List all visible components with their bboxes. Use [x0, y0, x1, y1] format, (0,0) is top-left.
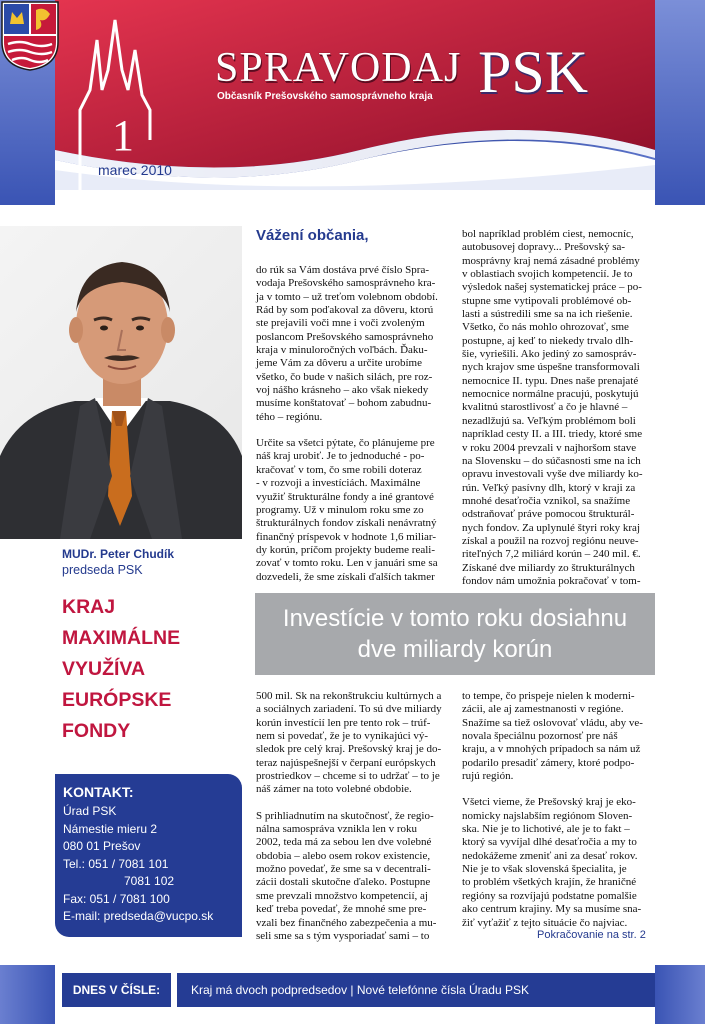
- text-line: obdobia – alebo osem rokov existencie,: [256, 849, 431, 862]
- text-line: v oblastiach svojich kompetencií. Je to: [462, 268, 633, 281]
- headline-line: EURÓPSKE: [62, 689, 172, 711]
- text-line: ja v tomto – už treťom volebnom období.: [256, 290, 438, 303]
- contact-line: Úrad PSK: [63, 804, 117, 818]
- text-line: tého – regiónu.: [256, 410, 323, 423]
- headline: [62, 592, 242, 747]
- portrait-role: predseda PSK: [62, 563, 143, 577]
- text-line: postupne, aj keď to niekedy trvalo dlh-: [462, 334, 634, 347]
- text-line: fondov nám umožnia pokračovať v tom-: [462, 574, 641, 587]
- text-line: autobusovej dopravy... Prešovský sa-: [462, 241, 626, 254]
- text-line: napríklad cesty II. a III. triedy, ktoré sme: [462, 428, 643, 441]
- text-line: zácii dostali skutočne ďaleko. Postupne: [256, 876, 431, 889]
- text-line: korún investícií len pre tento rok – trúf-: [256, 716, 431, 729]
- text-line: jeme Vám za dôveru a určite urobíme: [256, 357, 422, 370]
- text-line: 500 mil. Sk na rekonštrukciu kultúrnych a: [256, 690, 442, 702]
- text-line: dy korún, príčom projekty budeme reali-: [256, 543, 436, 556]
- text-line: nych fondov. Za uplynulé štyri roky kraj: [462, 521, 640, 534]
- text-line: lasti a sústredili sme sa na ich riešenie.: [462, 308, 633, 321]
- footer-contents: Kraj má dvoch podpredsedov | Nové telefónne čísla Úradu PSK: [177, 973, 655, 1007]
- text-line: Snažíme sa tiež oslovovať vládu, aby ve-: [462, 716, 643, 729]
- contact-line: Námestie mieru 2: [63, 821, 158, 836]
- text-line: rún. Veľký pasívny dlh, ktorý v kraji za: [462, 481, 636, 494]
- paragraph: [256, 690, 448, 797]
- article-column-1: [256, 690, 448, 943]
- text-line: - v rozvoji a investíciách. Maximálne: [256, 477, 421, 490]
- portrait-illustration: [0, 226, 242, 539]
- text-line: sme prevzali množstvo kompetencií, aj: [256, 889, 428, 902]
- text-line: podarilo presadiť zámery, ktoré podpo-: [462, 756, 635, 769]
- paragraph: [462, 796, 657, 929]
- contact-line: Fax: 051 / 7081 100: [63, 891, 170, 906]
- text-line: ktorý sa vyvíjal dlhé desaťročia a my to: [462, 836, 637, 849]
- text-line: získal a použil na rozvoj regiónu neuve-: [462, 534, 639, 547]
- text-line: a sociálnych zariadení. To sú dve miliardy: [256, 703, 442, 716]
- text-line: nomicky najslabším regiónom Sloven-: [462, 809, 633, 822]
- text-line: regióny sa rozvíjajú podstatne pomalšie: [462, 889, 637, 902]
- text-line: dozvedeli, že sme získali ďalších takmer: [256, 570, 435, 583]
- issue-number: 1: [112, 111, 134, 160]
- text-line: S prihliadnutím na skutočnosť, že regio-: [256, 809, 434, 822]
- text-line: ako centrum krajiny. My sa musíme sna-: [462, 903, 642, 916]
- contact-box: [55, 774, 242, 937]
- masthead: [0, 0, 705, 205]
- portrait-photo: [0, 226, 242, 539]
- text-line: mnohé desaťročia vznikol, sa snažíme: [462, 494, 631, 507]
- text-line: to problém všetkých krajín, že hraničné: [462, 876, 637, 889]
- headline-line: MAXIMÁLNE: [62, 627, 181, 649]
- text-line: nálna samospráva vznikla len v roku: [256, 823, 417, 836]
- masthead-subtitle: Občasník Prešovského samosprávneho kraja: [217, 91, 433, 102]
- paragraph: [256, 264, 448, 424]
- footer-label: DNES V ČÍSLE:: [62, 973, 174, 1007]
- text-line: musíme konštatovať – bohom zabudnu-: [256, 397, 432, 410]
- text-line: na Slovensku – do súčasnosti sme na ich: [462, 454, 641, 467]
- banner-line: Investície v tomto roku dosiahnu: [282, 605, 628, 632]
- text-line: prostriedkov – chceme si to udržať – to je: [256, 770, 440, 783]
- contact-email[interactable]: E-mail: predseda@vucpo.sk: [63, 909, 214, 923]
- headline-line: VYUŽÍVA: [62, 658, 146, 680]
- text-line: do rúk sa Vám dostáva prvé číslo Spra-: [256, 264, 430, 276]
- text-line: kračovať v tom, čo sme robili doteraz: [256, 463, 422, 476]
- text-line: nedokážeme zmeniť ani za desať rokov.: [462, 849, 638, 862]
- text-line: kvalitnú starostlivosť a čo je hlavné –: [462, 401, 628, 414]
- headline-line: FONDY: [62, 720, 131, 742]
- text-line: zovať v tomto roku. Len v januári sme sa: [256, 557, 438, 570]
- continued-link[interactable]: Pokračovanie na str. 2: [537, 929, 646, 941]
- text-line: šie, vyriešili. Ako jediný zo samospráv-: [462, 348, 637, 361]
- letter-column-1: [256, 264, 448, 584]
- footer-stripe-left: [0, 965, 55, 1024]
- text-line: využiť štrukturálne fondy a iné grantové: [256, 490, 434, 503]
- text-line: náš zámer na toto volebné obdobie.: [256, 783, 412, 796]
- text-line: finančný príspevok v hodnote 1,6 miliar-: [256, 530, 437, 543]
- banner-line: dve miliardy korún: [357, 636, 553, 663]
- text-line: Určite sa všetci pýtate, čo plánujeme pre: [256, 437, 435, 450]
- text-line: kraja v minuloročných voľbách. Ďaku-: [256, 344, 428, 357]
- text-line: 2002, teda má za sebou len dve volebné: [256, 836, 432, 849]
- section-banner: [255, 593, 655, 675]
- text-line: zácii, ale aj zamestnanosti v regióne.: [462, 703, 624, 716]
- text-line: náš kraj urobiť. Je to jednoduché - po-: [256, 450, 425, 463]
- text-line: kraju, a v mnohých prípadoch sa nám už: [462, 743, 641, 756]
- footer-stripe-right: [655, 965, 705, 1024]
- text-line: vodaja Prešovského samosprávneho kra-: [256, 277, 436, 290]
- text-line: odstraňovať práve pomocou štrukturál-: [462, 508, 635, 521]
- text-line: ste prejavili voči mne i voči zvoleným: [256, 317, 425, 330]
- text-line: keď treba povedať, že mnohé sme pre-: [256, 903, 427, 916]
- text-line: mosprávny kraj nemá zásadné problémy: [462, 254, 640, 267]
- text-line: všetko, čo bude v našich silách, pre roz-: [256, 370, 433, 383]
- text-line: nezadlžujú sa. Veľkým problémom boli: [462, 414, 636, 427]
- text-line: Všetci vieme, že Prešovský kraj je eko-: [462, 796, 636, 809]
- text-line: žiť vyťažiť z tejto situácie čo najviac.: [462, 916, 628, 929]
- text-line: programy. Už v minulom roku sme zo: [256, 503, 424, 516]
- paragraph: [462, 228, 657, 588]
- text-line: to tempe, čo prispeje nielen k moderni-: [462, 690, 635, 702]
- text-line: teraz najúspešnejší v čerpaní európskych: [256, 756, 436, 769]
- text-line: možno povedať, že sme sa v decentrali-: [256, 863, 431, 876]
- text-line: vzali bez finančného zabezpečenia a mu-: [256, 916, 437, 929]
- text-line: voj nášho krásneho – ako však niekedy: [256, 384, 429, 397]
- contact-line: Tel.: 051 / 7081 101: [63, 856, 169, 871]
- letter-greeting: Vážení občania,: [256, 227, 369, 244]
- text-line: seli sme sa s tým vysporiadať sami – to: [256, 929, 430, 942]
- paragraph: [462, 690, 657, 783]
- paragraph: [256, 437, 448, 584]
- text-line: Všetko, čo nás mohlo ohrozovať, sme: [462, 321, 629, 334]
- text-line: bol napríklad problém ciest, nemocníc,: [462, 228, 634, 240]
- text-line: rujú región.: [462, 770, 514, 783]
- text-line: Rád by som poďakoval za dôveru, ktorú: [256, 304, 434, 317]
- text-line: novala špeciálnu pozornosť pre náš: [462, 730, 618, 743]
- masthead-title: SPRAVODAJ: [215, 45, 462, 91]
- text-line: výsledok našej systematickej práce – po-: [462, 281, 642, 294]
- text-line: Získané dve miliardy zo štrukturálnych: [462, 561, 635, 574]
- text-line: sledok pre celý kraj. Prešovský kraj je do-: [256, 743, 442, 756]
- text-line: v roku 2004 prevzali v najhoršom stave: [462, 441, 637, 454]
- text-line: nemocnice normálne pracujú, poskytujú: [462, 388, 639, 401]
- text-line: štrukturálnych fondov získali nenávratný: [256, 517, 437, 530]
- text-line: nych krajov sme úspešne transformovali: [462, 361, 640, 374]
- text-line: nemocnice II. typu. Dnes naše prenajaté: [462, 374, 639, 387]
- headline-line: KRAJ: [62, 596, 116, 618]
- text-line: poslancom Prešovského samosprávneho: [256, 330, 434, 343]
- text-line: riteľných 7,2 miliárd korún – 240 mil. €.: [462, 548, 641, 561]
- contact-line: 7081 102: [124, 874, 175, 888]
- contact-title: KONTAKT:: [63, 784, 134, 800]
- letter-column-2: [462, 228, 657, 588]
- text-line: stupne sme vytipovali problémové ob-: [462, 294, 632, 307]
- contact-line: 080 01 Prešov: [63, 839, 141, 853]
- portrait-name: MUDr. Peter Chudík: [62, 547, 175, 561]
- masthead-title-psk: PSK: [478, 39, 589, 105]
- paragraph: [256, 810, 448, 943]
- text-line: ska. Nie je to lichotivé, ale je to fakt –: [462, 823, 630, 836]
- text-line: opravu investovali vyše dve miliardy ko-: [462, 468, 643, 481]
- text-line: Nie je to však slovenská špecialita, je: [462, 863, 627, 876]
- issue-date: marec 2010: [98, 162, 172, 178]
- coat-of-arms-icon: [0, 0, 60, 72]
- article-column-2: [462, 690, 657, 930]
- text-line: nem si povedať, že je to vynikajúci vý-: [256, 730, 429, 743]
